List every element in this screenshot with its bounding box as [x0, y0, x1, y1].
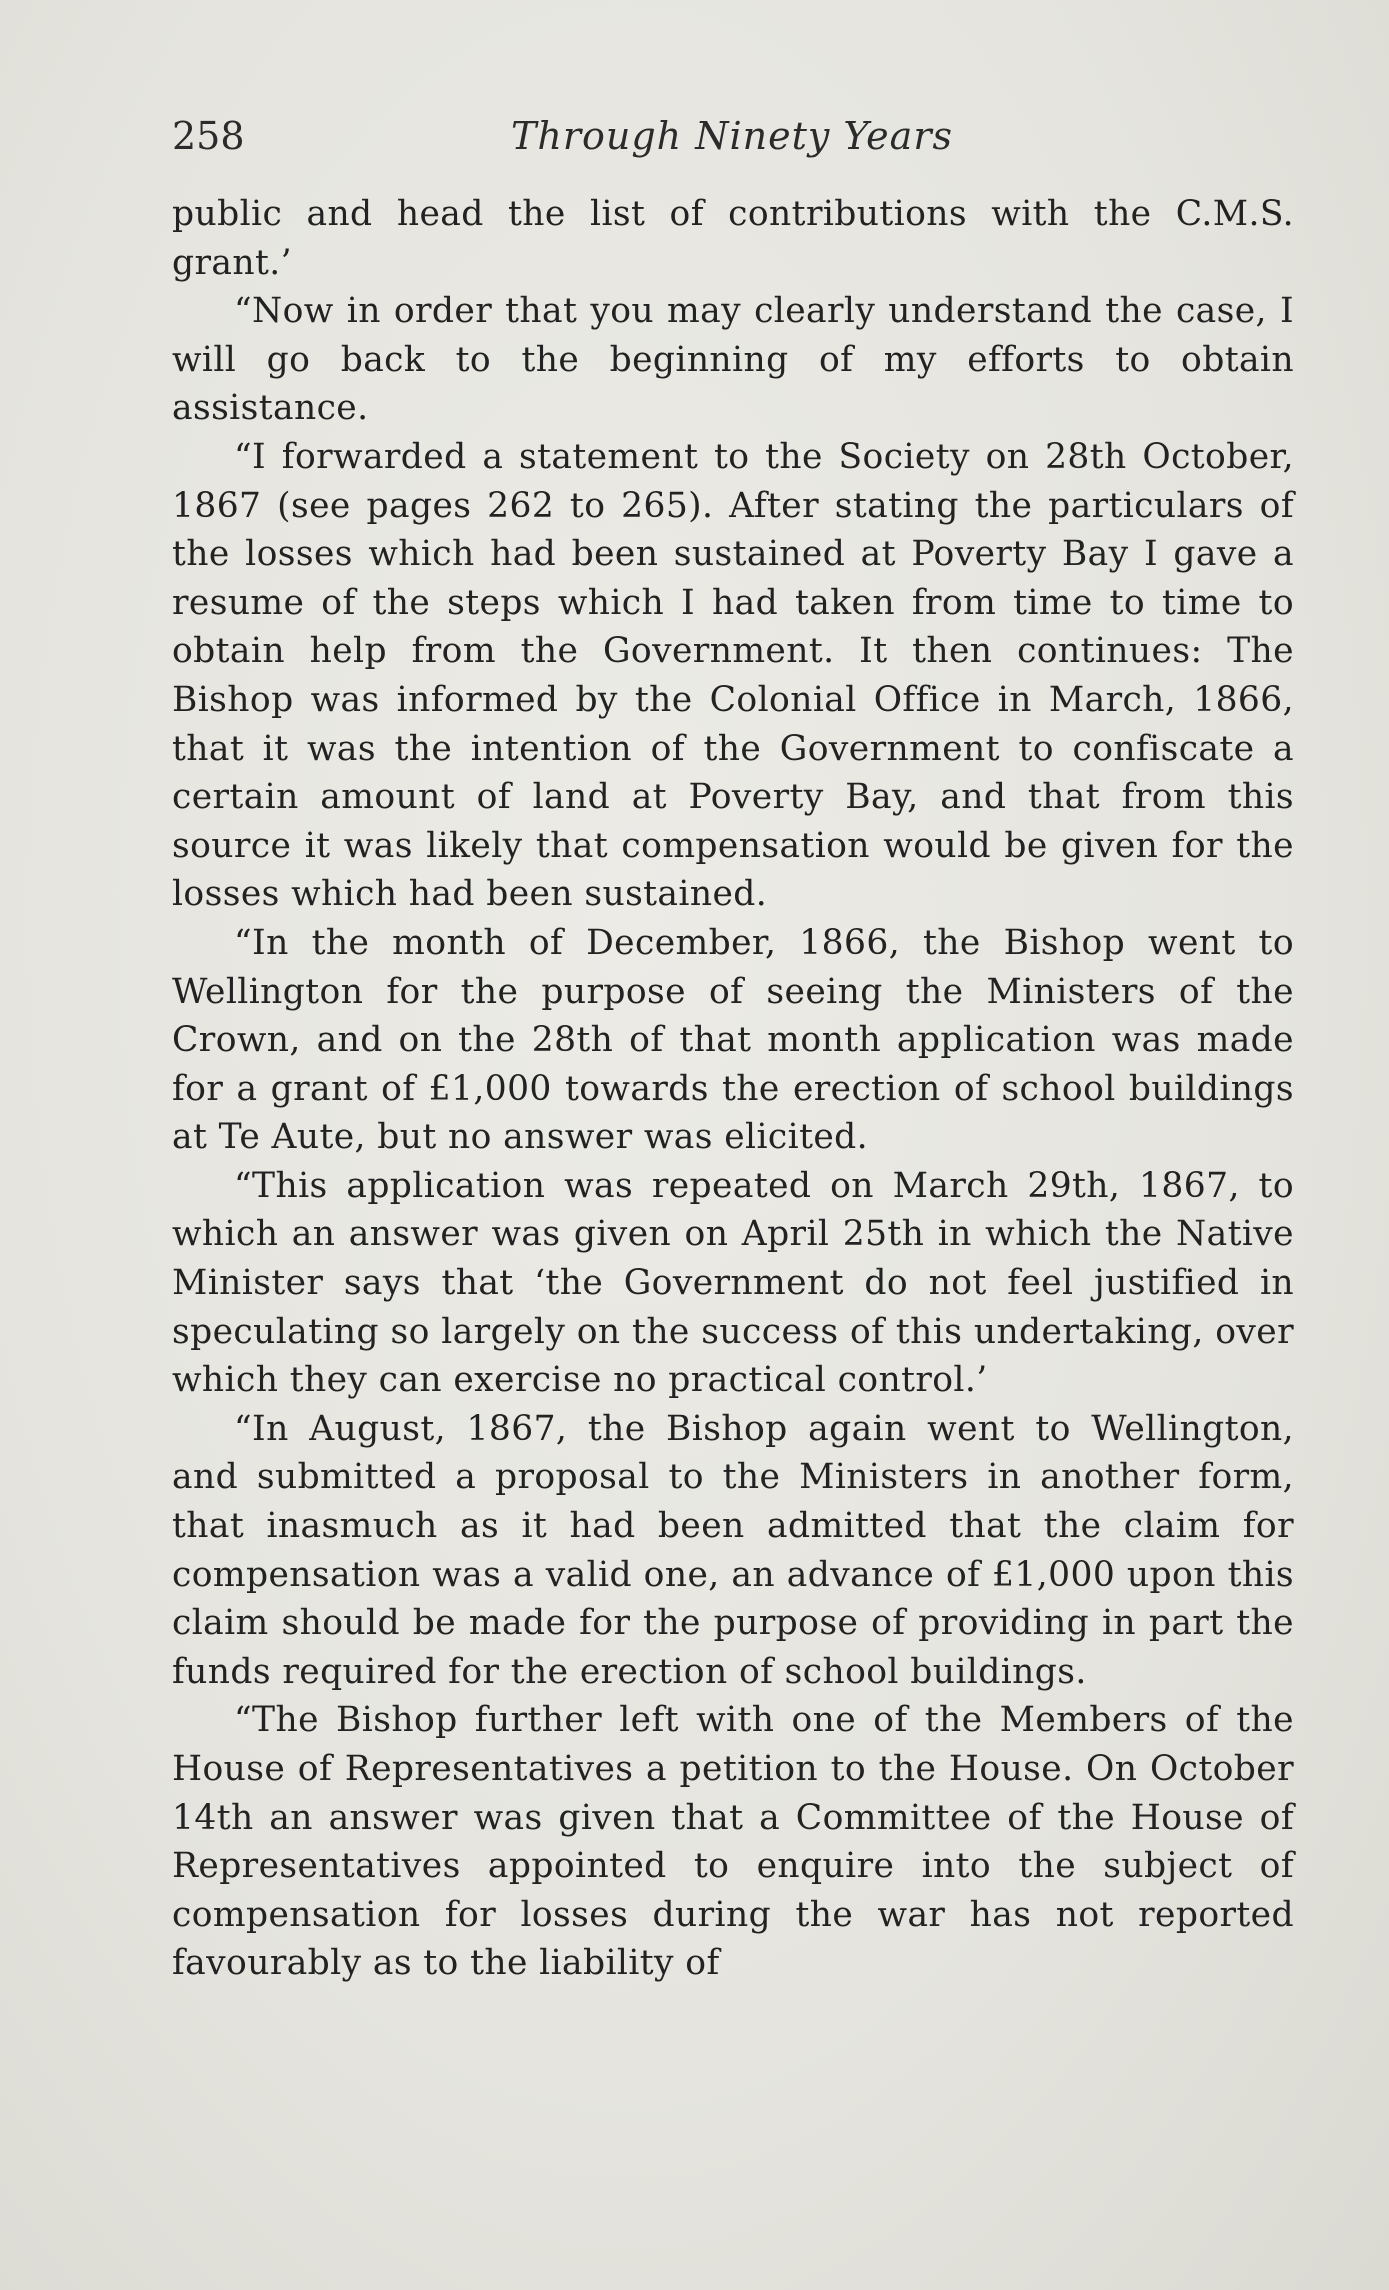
body-text [172, 190, 1294, 1988]
paragraph: “In the month of December, 1866, the Bishop went to Wellington for the purpose of seeing the Ministers of the Crown, and on the 28th of that month application was made for a grant of £1,000 towards the erection of school buildings at Te Aute, but no answer was elicited. [172, 922, 1294, 1158]
paragraph: public and head the list of contributions with the C.M.S. grant.’ [172, 194, 1294, 283]
paragraph: “This application was repeated on March 29th, 1867, to which an answer was given on April 25th in which the Native Minister says that ‘the Government do not feel justified in speculating so largely on the success of this undertaking, over which they can exercise no practical control.’ [172, 1165, 1294, 1401]
running-title: Through Ninety Years [511, 114, 953, 158]
paragraph: “I forwarded a statement to the Society on 28th October, 1867 (see pages 262 to 265). After stating the particulars of the losses which had been sustained at Poverty Bay I gave a resume of the steps which I had taken from time to time to obtain help from the Government. It then continues: The Bishop was informed by the Colonial Office in March, 1866, that it was the intention of the Government to confiscate a certain amount of land at Poverty Bay, and that from this source it was likely that compensation would be given for the losses which had been sustained. [172, 436, 1294, 915]
paragraph: “The Bishop further left with one of the Members of the House of Representatives a petition to the House. On October 14th an answer was given that a Committee of the House of Representatives appointed to enquire into the subject of compensation for losses during the war has not reported favourably as to the liability of [172, 1700, 1294, 1984]
paragraph: “Now in order that you may clearly understand the case, I will go back to the beginning of my efforts to obtain assistance. [172, 291, 1294, 429]
paragraph: “In August, 1867, the Bishop again went to Wellington, and submitted a proposal to the Ministers in another form, that inasmuch as it had been admitted that the claim for compensation was a valid one, an advance of £1,000 upon this claim should be made for the purpose of providing in part the funds required for the erection of school buildings. [172, 1408, 1294, 1692]
page-header [172, 108, 1294, 164]
page-number: 258 [172, 114, 245, 158]
